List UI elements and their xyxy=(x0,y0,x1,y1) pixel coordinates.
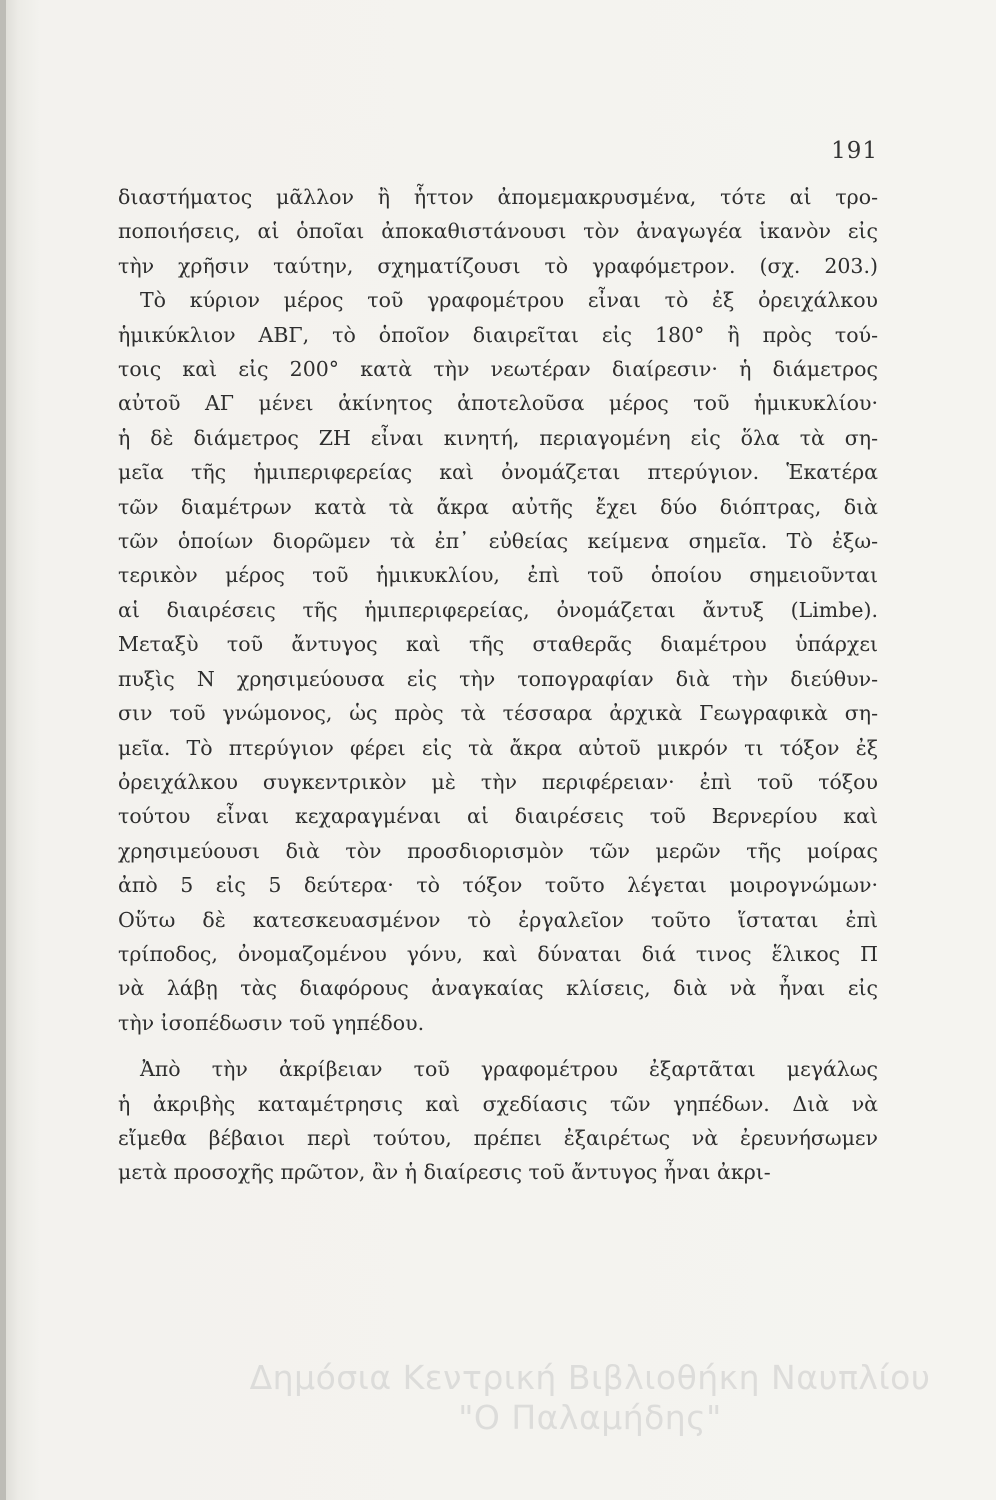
text-line: ἡ δὲ διάμετρος ΖΗ εἶναι κινητή, περιαγομένη εἰς ὅλα τὰ ση- xyxy=(118,425,878,450)
text-line: ὀρειχάλκου συγκεντρικὸν μὲ τὴν περιφέρειαν· ἐπὶ τοῦ τόξου xyxy=(118,769,878,794)
page-number: 191 xyxy=(831,138,878,164)
text-line: Μεταξὺ τοῦ ἄντυγος καὶ τῆς σταθερᾶς διαμέτρου ὑπάρχει xyxy=(118,632,878,657)
text-line: μεῖα τῆς ἡμιπεριφερείας καὶ ὀνομάζεται πτερύγιον. Ἑκατέρα xyxy=(118,460,878,485)
text-line: τούτου εἶναι κεχαραγμέναι αἱ διαιρέσεις τοῦ Βερνερίου καὶ xyxy=(118,804,878,829)
text-line: χρησιμεύουσι διὰ τὸν προσδιορισμὸν τῶν μερῶν τῆς μοίρας xyxy=(118,838,878,863)
text-line: αὐτοῦ ΑΓ μένει ἀκίνητος ἀποτελοῦσα μέρος τοῦ ἡμικυκλίου· xyxy=(118,391,878,416)
text-line: πυξὶς Ν χρησιμεύουσα εἰς τὴν τοπογραφίαν διὰ τὴν διεύθυν- xyxy=(118,666,878,691)
text-line: ποποιήσεις, αἱ ὁποῖαι ἀποκαθιστάνουσι τὸν ἀναγωγέα ἱκανὸν εἰς xyxy=(118,219,878,244)
text-line: ἡμικύκλιον ΑΒΓ, τὸ ὁποῖον διαιρεῖται εἰς 180° ἢ πρὸς τού- xyxy=(118,322,878,347)
text-line: σιν τοῦ γνώμονος, ὡς πρὸς τὰ τέσσαρα ἀρχικὰ Γεωγραφικὰ ση- xyxy=(118,701,878,726)
text-line: ἀπὸ 5 εἰς 5 δεύτερα· τὸ τόξον τοῦτο λέγεται μοιρογνώμων· xyxy=(118,873,878,898)
text-line: Ἀπὸ τὴν ἀκρίβειαν τοῦ γραφομέτρου ἐξαρτᾶται μεγάλως xyxy=(140,1057,878,1082)
text-line: Τὸ κύριον μέρος τοῦ γραφομέτρου εἶναι τὸ ἐξ ὀρειχάλκου xyxy=(140,288,878,313)
text-line: νὰ λάβῃ τὰς διαφόρους ἀναγκαίας κλίσεις, διὰ νὰ ἦναι εἰς xyxy=(118,976,878,1001)
paragraph-2 xyxy=(118,1052,878,1190)
text-line: τῶν ὁποίων διορῶμεν τὰ ἐπ᾽ εὐθείας κείμενα σημεῖα. Τὸ ἐξω- xyxy=(118,529,878,554)
page-binding-edge xyxy=(0,0,6,1500)
text-line: τὴν χρῆσιν ταύτην, σχηματίζουσι τὸ γραφόμετρον. (σχ. 203.) xyxy=(118,253,878,278)
text-line: μετὰ προσοχῆς πρῶτον, ἂν ἡ διαίρεσις τοῦ ἄντυγος ἦναι ἀκρι- xyxy=(118,1160,771,1185)
watermark-line-1: Δημόσια Κεντρική Βιβλιοθήκη Ναυπλίου xyxy=(249,1358,931,1397)
library-watermark xyxy=(230,1358,950,1438)
text-line: ἡ ἀκριβὴς καταμέτρησις καὶ σχεδίασις τῶν γηπέδων. Διὰ νὰ xyxy=(118,1091,878,1116)
text-line: Οὕτω δὲ κατεσκευασμένον τὸ ἐργαλεῖον τοῦτο ἵσταται ἐπὶ xyxy=(118,907,878,932)
text-line: τὴν ἰσοπέδωσιν τοῦ γηπέδου. xyxy=(118,1010,425,1035)
text-line: τοις καὶ εἰς 200° κατὰ τὴν νεωτέραν διαίρεσιν· ἡ διάμετρος xyxy=(118,357,878,382)
text-line: μεῖα. Τὸ πτερύγιον φέρει εἰς τὰ ἄκρα αὐτοῦ μικρόν τι τόξον ἐξ xyxy=(118,735,878,760)
text-line: αἱ διαιρέσεις τῆς ἡμιπεριφερείας, ὀνομάζεται ἄντυξ (Limbe). xyxy=(118,597,878,622)
watermark-line-2: "Ο Παλαμήδης" xyxy=(458,1398,722,1437)
text-line: τρίποδος, ὀνομαζομένου γόνυ, καὶ δύναται διά τινος ἕλικος Π xyxy=(118,941,878,966)
body-text xyxy=(118,180,878,1190)
text-line: εἴμεθα βέβαιοι περὶ τούτου, πρέπει ἐξαιρέτως νὰ ἐρευνήσωμεν xyxy=(118,1125,878,1150)
text-line: τῶν διαμέτρων κατὰ τὰ ἄκρα αὐτῆς ἔχει δύο διόπτρας, διὰ xyxy=(118,494,878,519)
text-line: διαστήματος μᾶλλον ἢ ἧττον ἀπομεμακρυσμένα, τότε αἱ τρο- xyxy=(118,185,878,209)
paragraph-1 xyxy=(118,180,878,1040)
text-line: τερικὸν μέρος τοῦ ἡμικυκλίου, ἐπὶ τοῦ ὁποίου σημειοῦνται xyxy=(118,563,878,588)
